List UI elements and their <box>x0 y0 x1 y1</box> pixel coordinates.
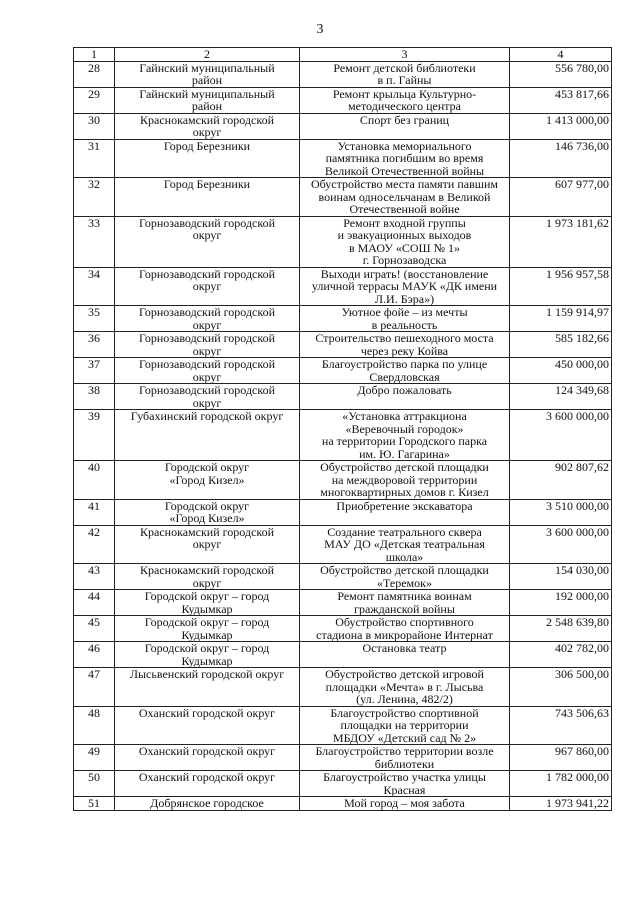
municipality-line: Горнозаводский городской <box>138 305 276 319</box>
project-line: и эвакуационных выходов <box>337 228 472 242</box>
table-row <box>74 61 612 87</box>
row-number: 47 <box>74 668 115 707</box>
municipality-cell <box>115 410 300 461</box>
page-number: 3 <box>316 22 324 37</box>
row-number: 45 <box>74 616 115 642</box>
project-cell <box>300 525 510 564</box>
project-line: Создание театрального сквера <box>327 525 482 539</box>
row-number: 37 <box>74 358 115 384</box>
municipality-cell <box>115 461 300 500</box>
table-row <box>74 745 612 771</box>
project-line: в п. Гайны <box>377 73 432 87</box>
row-number: 40 <box>74 461 115 500</box>
municipality-cell <box>115 590 300 616</box>
row-number: 29 <box>74 87 115 113</box>
row-number: 33 <box>74 216 115 267</box>
municipality-line: Городской округ – город <box>144 615 270 629</box>
municipality-cell <box>115 525 300 564</box>
project-line: Обустройство детской площадки <box>320 563 489 577</box>
row-number: 34 <box>74 267 115 306</box>
municipality-line: округ <box>192 317 222 332</box>
municipality-line: Оханский городской округ <box>138 744 276 758</box>
project-line: библиотеки <box>374 756 435 771</box>
row-number: 41 <box>74 499 115 525</box>
table-row <box>74 113 612 139</box>
table-row <box>74 564 612 590</box>
table-row <box>74 797 612 811</box>
municipality-cell <box>115 332 300 358</box>
project-line: МБДОУ «Детский сад № 2» <box>332 730 477 745</box>
municipality-line: район <box>191 73 223 87</box>
municipality-line: Городской округ – город <box>144 641 270 655</box>
project-line: Благоустройство участка улицы <box>323 770 486 784</box>
row-number: 50 <box>74 771 115 797</box>
project-line: Установка мемориального <box>337 139 472 153</box>
municipality-cell <box>115 797 300 811</box>
municipality-cell <box>115 771 300 797</box>
municipality-line: округ <box>192 343 222 358</box>
municipality-line: Краснокамский городской <box>140 113 274 127</box>
amount-cell: 124 349,68 <box>510 384 612 410</box>
row-number: 49 <box>74 745 115 771</box>
table-row <box>74 771 612 797</box>
project-line: памятника погибшим во время <box>325 151 484 165</box>
project-line: Ремонт памятника воинам <box>337 589 472 603</box>
project-cell <box>300 267 510 306</box>
amount-cell: 556 780,00 <box>510 61 612 87</box>
project-line: Обустройство спортивного <box>335 615 474 629</box>
municipality-line: Горнозаводский городской <box>138 267 276 281</box>
project-cell <box>300 61 510 87</box>
column-header-2: 2 <box>115 48 300 62</box>
amount-cell: 607 977,00 <box>510 178 612 217</box>
municipality-cell <box>115 384 300 410</box>
municipality-line: Оханский городской округ <box>138 770 276 784</box>
project-line: Ремонт крыльца Культурно- <box>332 87 477 101</box>
project-cell <box>300 668 510 707</box>
project-cell <box>300 564 510 590</box>
amount-cell: 3 600 000,00 <box>510 525 612 564</box>
municipality-cell <box>115 642 300 668</box>
project-cell <box>300 771 510 797</box>
municipality-line: Кудымкар <box>181 653 233 668</box>
municipality-cell <box>115 668 300 707</box>
municipality-line: «Город Кизел» <box>169 472 245 487</box>
amount-cell: 967 860,00 <box>510 745 612 771</box>
table-row <box>74 525 612 564</box>
project-line: «Теремок» <box>377 575 432 590</box>
project-line: Выходи играть! (восстановление <box>320 267 489 281</box>
project-line: (ул. Ленина, 482/2) <box>356 692 453 706</box>
table-row <box>74 642 612 668</box>
project-line: Спорт без границ <box>359 113 450 127</box>
municipality-line: Город Березники <box>163 177 251 191</box>
amount-cell: 450 000,00 <box>510 358 612 384</box>
table-row <box>74 178 612 217</box>
municipality-line: Горнозаводский городской <box>138 357 276 371</box>
project-line: «Установка аттракциона <box>342 409 467 423</box>
municipality-cell <box>115 306 300 332</box>
table-row <box>74 139 612 178</box>
project-line: в МАОУ «СОШ № 1» <box>348 240 461 255</box>
municipality-cell <box>115 139 300 178</box>
table-row <box>74 267 612 306</box>
project-line: Благоустройство парка по улице <box>321 357 488 371</box>
amount-cell: 154 030,00 <box>510 564 612 590</box>
row-number: 32 <box>74 178 115 217</box>
municipality-cell <box>115 178 300 217</box>
project-cell <box>300 87 510 113</box>
project-line: Великой Отечественной войны <box>324 163 485 178</box>
municipality-line: Городской округ <box>164 460 250 474</box>
municipality-line: Горнозаводский городской <box>138 383 276 397</box>
project-line: в реальность <box>371 317 438 332</box>
municipality-cell <box>115 499 300 525</box>
column-header-1: 1 <box>74 48 115 62</box>
amount-cell: 585 182,66 <box>510 332 612 358</box>
project-cell <box>300 384 510 410</box>
amount-cell: 453 817,66 <box>510 87 612 113</box>
row-number: 44 <box>74 590 115 616</box>
project-line: Отечественной войне <box>349 202 460 216</box>
project-line: г. Горнозаводска <box>362 253 447 267</box>
project-cell <box>300 410 510 461</box>
municipality-cell <box>115 267 300 306</box>
amount-cell: 192 000,00 <box>510 590 612 616</box>
municipality-line: Горнозаводский городской <box>138 216 276 230</box>
amount-cell: 743 506,63 <box>510 706 612 745</box>
amount-cell: 402 782,00 <box>510 642 612 668</box>
municipality-line: округ <box>192 369 222 384</box>
project-line: гражданской войны <box>354 601 455 616</box>
project-line: Л.И. Бэра») <box>374 291 435 306</box>
table-row <box>74 590 612 616</box>
table-row <box>74 616 612 642</box>
project-cell <box>300 499 510 525</box>
table-row <box>74 461 612 500</box>
municipality-line: Кудымкар <box>181 627 233 642</box>
project-line: на территории Городского парка <box>321 434 488 448</box>
project-line: Остановка театр <box>362 641 447 655</box>
table-header-row <box>74 48 612 62</box>
amount-cell: 1 973 181,62 <box>510 216 612 267</box>
municipality-cell <box>115 358 300 384</box>
municipality-line: Кудымкар <box>181 601 233 616</box>
project-line: многоквартирных домов г. Кизел <box>320 485 489 499</box>
project-line: воинам односельчанам в Великой <box>318 189 491 204</box>
table-row <box>74 668 612 707</box>
municipality-cell <box>115 616 300 642</box>
project-cell <box>300 216 510 267</box>
row-number: 43 <box>74 564 115 590</box>
project-line: МАУ ДО «Детская театральная <box>324 537 485 551</box>
project-line: методического центра <box>348 99 461 113</box>
project-cell <box>300 306 510 332</box>
project-line: Благоустройство территории возле <box>315 744 494 758</box>
projects-table <box>73 47 612 811</box>
municipality-cell <box>115 745 300 771</box>
table-row <box>74 706 612 745</box>
municipality-line: округ <box>192 125 222 139</box>
row-number: 42 <box>74 525 115 564</box>
amount-cell: 2 548 639,80 <box>510 616 612 642</box>
table-row <box>74 358 612 384</box>
table-row <box>74 87 612 113</box>
row-number: 30 <box>74 113 115 139</box>
project-cell <box>300 590 510 616</box>
project-cell <box>300 797 510 811</box>
municipality-line: округ <box>192 279 222 293</box>
row-number: 35 <box>74 306 115 332</box>
project-line: «Веревочный городок» <box>345 421 464 436</box>
municipality-cell <box>115 706 300 745</box>
municipality-line: Городской округ – город <box>144 589 270 603</box>
project-line: Мой город – моя забота <box>344 796 465 810</box>
amount-cell: 1 413 000,00 <box>510 113 612 139</box>
project-line: Добро пожаловать <box>357 383 452 397</box>
project-cell <box>300 113 510 139</box>
project-line: Обустройство детской площадки <box>320 460 489 474</box>
municipality-line: район <box>191 99 223 113</box>
row-number: 48 <box>74 706 115 745</box>
project-line: Ремонт входной группы <box>343 216 466 230</box>
project-line: им. Ю. Гагарина» <box>359 446 450 461</box>
row-number: 51 <box>74 797 115 811</box>
project-line: Уютное фойе – из мечты <box>341 305 468 319</box>
column-header-4: 4 <box>510 48 612 62</box>
project-line: Обустройство места памяти павшим <box>310 177 499 191</box>
row-number: 39 <box>74 410 115 461</box>
amount-cell: 1 956 957,58 <box>510 267 612 306</box>
municipality-line: округ <box>192 575 222 590</box>
project-line: на междворовой территории <box>331 472 478 487</box>
project-cell <box>300 706 510 745</box>
project-cell <box>300 642 510 668</box>
project-line: Свердловская <box>369 369 440 384</box>
municipality-line: Гайнский муниципальный <box>139 61 275 75</box>
municipality-line: округ <box>192 395 222 410</box>
municipality-cell <box>115 216 300 267</box>
project-cell <box>300 139 510 178</box>
municipality-line: Краснокамский городской <box>140 525 274 539</box>
municipality-line: Лысьвенский городской округ <box>129 667 285 681</box>
municipality-cell <box>115 564 300 590</box>
project-line: Обустройство детской игровой <box>325 667 484 681</box>
project-line: стадиона в микрорайоне Интернат <box>316 627 493 642</box>
project-cell <box>300 745 510 771</box>
project-line: Строительство пешеходного моста <box>315 331 494 345</box>
municipality-line: «Город Кизел» <box>169 511 245 525</box>
municipality-line: Город Березники <box>163 139 251 153</box>
municipality-line: Краснокамский городской <box>140 563 274 577</box>
project-line: Красная <box>383 782 426 797</box>
column-header-3: 3 <box>300 48 510 62</box>
project-cell <box>300 461 510 500</box>
project-line: площадки «Мечта» в г. Лысьва <box>325 679 484 694</box>
row-number: 38 <box>74 384 115 410</box>
municipality-line: Городской округ <box>164 499 250 513</box>
project-cell <box>300 332 510 358</box>
project-line: Приобретение экскаватора <box>336 499 473 513</box>
amount-cell: 146 736,00 <box>510 139 612 178</box>
municipality-line: Горнозаводский городской <box>138 331 276 345</box>
municipality-line: округ <box>192 228 222 242</box>
table-row <box>74 332 612 358</box>
project-line: уличной террасы МАУК «ДК имени <box>311 279 498 293</box>
table-row <box>74 216 612 267</box>
amount-cell: 1 782 000,00 <box>510 771 612 797</box>
table-row <box>74 306 612 332</box>
project-cell <box>300 616 510 642</box>
row-number: 31 <box>74 139 115 178</box>
municipality-line: округ <box>192 537 222 551</box>
row-number: 28 <box>74 61 115 87</box>
project-cell <box>300 358 510 384</box>
municipality-cell <box>115 61 300 87</box>
table-row <box>74 384 612 410</box>
project-line: площадки на территории <box>340 718 469 732</box>
municipality-line: Оханский городской округ <box>138 706 276 720</box>
amount-cell: 306 500,00 <box>510 668 612 707</box>
amount-cell: 3 510 000,00 <box>510 499 612 525</box>
municipality-line: Гайнский муниципальный <box>139 87 275 101</box>
municipality-line: Добрянское городское <box>150 796 264 810</box>
project-line: школа» <box>385 549 424 564</box>
amount-cell: 1 159 914,97 <box>510 306 612 332</box>
row-number: 46 <box>74 642 115 668</box>
project-line: Ремонт детской библиотеки <box>333 61 476 75</box>
amount-cell: 902 807,62 <box>510 461 612 500</box>
project-line: через реку Койва <box>360 343 449 358</box>
amount-cell: 3 600 000,00 <box>510 410 612 461</box>
table-row <box>74 410 612 461</box>
row-number: 36 <box>74 332 115 358</box>
amount-cell: 1 973 941,22 <box>510 797 612 811</box>
project-line: Благоустройство спортивной <box>330 706 479 720</box>
project-cell <box>300 178 510 217</box>
municipality-line: Губахинский городской округ <box>130 409 284 423</box>
municipality-cell <box>115 87 300 113</box>
projects-table-body <box>74 48 612 811</box>
municipality-cell <box>115 113 300 139</box>
table-row <box>74 499 612 525</box>
